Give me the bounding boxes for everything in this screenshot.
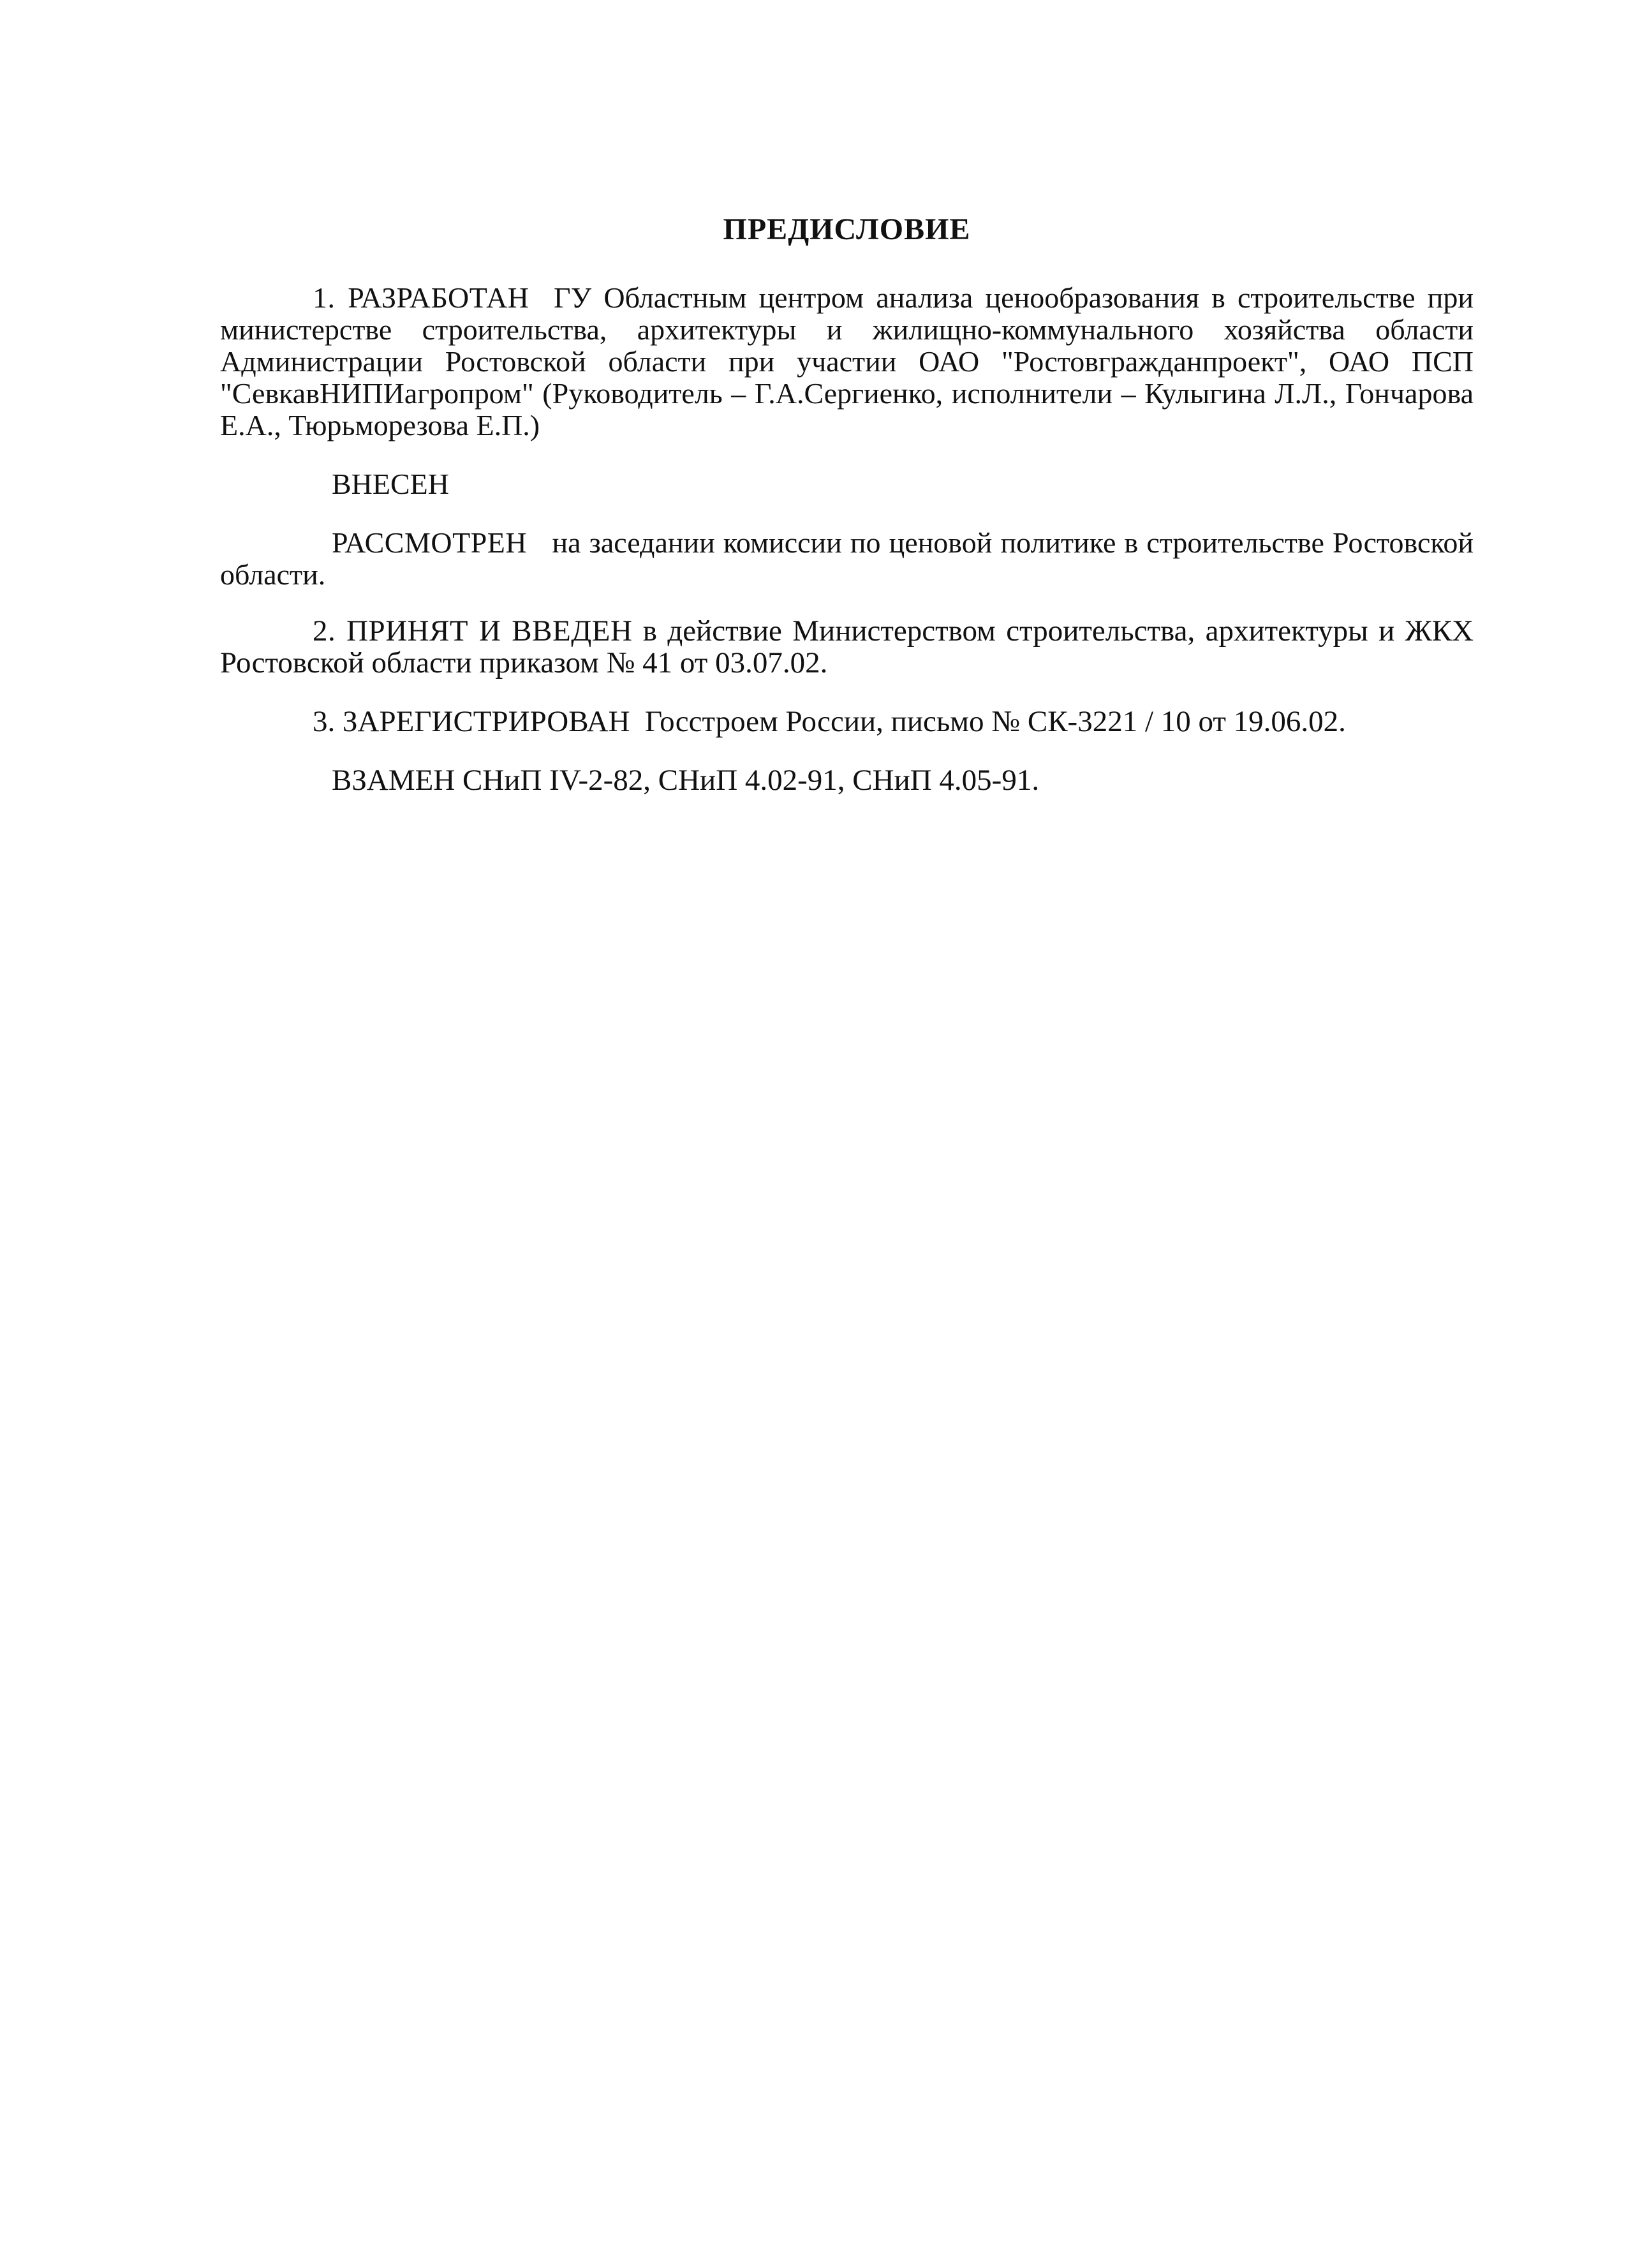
item-3-text: Госстроем России, письмо № СК-3221 / 10 от 19.06.02. (645, 705, 1346, 738)
item-1-text: ГУ Областным центром анализа ценообразования в строительстве при министерстве строительства, архитектуры и жилищно-коммунального хозяйства области Администрации Ростовской области при участии ОАО "Ростовгражданпроект", ОАО ПСП "СевкавНИПИагропром" (Руководитель – Г.А.Сергиенко, исполнители – Кулыгина Л.Л., Гончарова Е.А., Тюрьморезова Е.П.) (220, 281, 1474, 441)
item-2-text: в действие Министерством строительства, архитектуры и ЖКХ Ростовской области приказом № 41 от 03.07.02. (220, 614, 1474, 679)
page-title: ПРЕДИСЛОВИЕ (723, 212, 971, 246)
reviewed-paragraph (220, 527, 1474, 591)
introduced-line: ВНЕСЕН (332, 468, 449, 500)
item-1-lead: 1. РАЗРАБОТАН (313, 281, 529, 314)
document-content (220, 211, 1474, 796)
item-2-adopted (220, 615, 1474, 679)
reviewed-lead: РАССМОТРЕН (332, 526, 528, 559)
item-2-lead: 2. ПРИНЯТ И ВВЕДЕН (313, 614, 633, 648)
item-3-registered (220, 706, 1474, 737)
reviewed-text: на заседании комиссии по ценовой политике в строительстве Ростовской области. (220, 526, 1474, 591)
replaces-line: ВЗАМЕН СНиП IV-2-82, СНиП 4.02-91, СНиП 4.05-91. (332, 764, 1040, 797)
item-3-lead: 3. ЗАРЕГИСТРИРОВАН (313, 705, 630, 738)
item-1-developed (220, 282, 1474, 441)
